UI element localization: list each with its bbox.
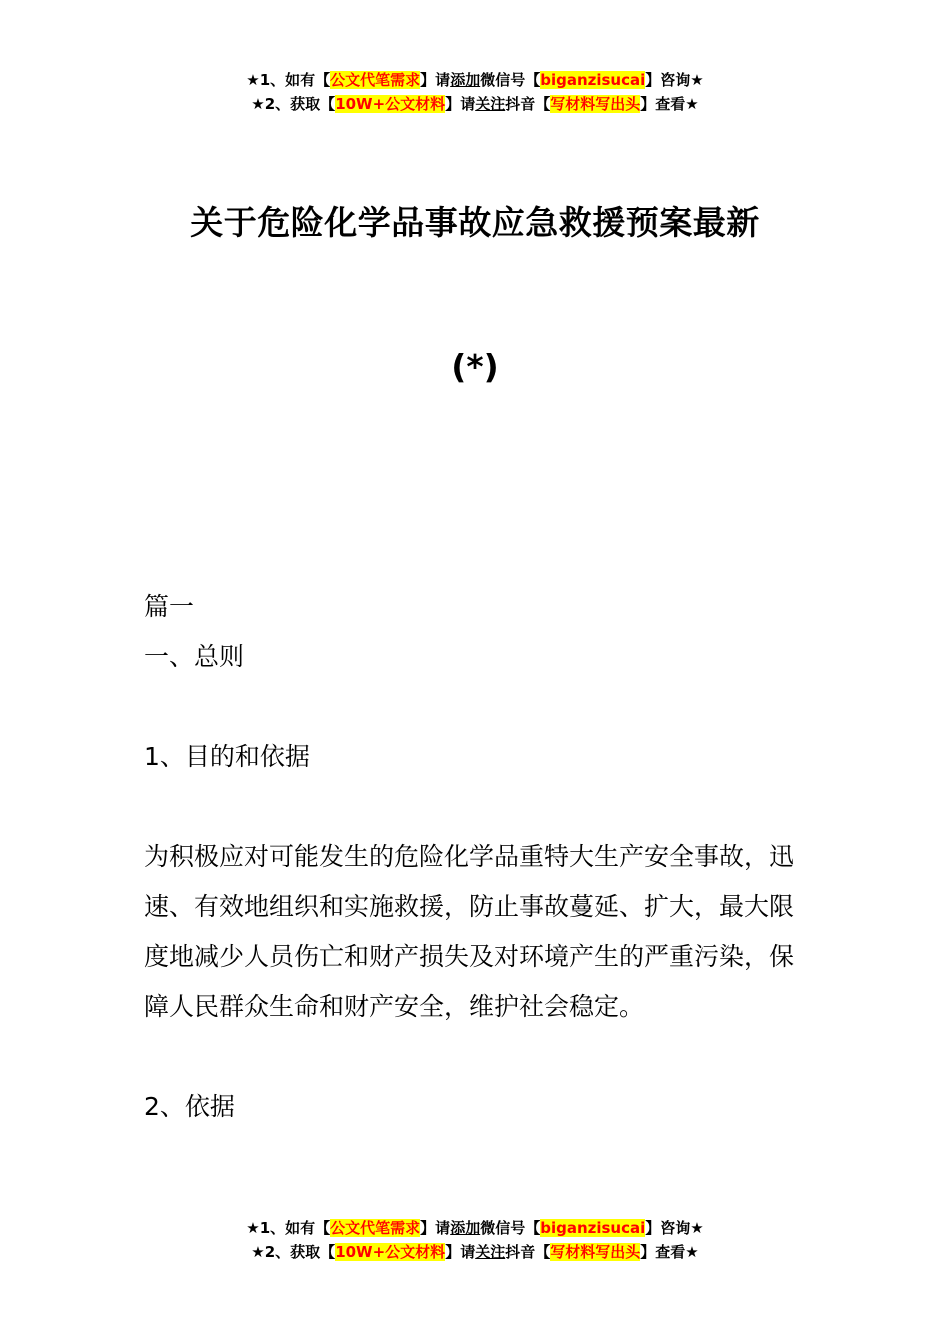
banner-text: ★1、如有【 — [246, 1219, 331, 1237]
spacer — [144, 782, 814, 832]
banner-text: ★2、获取【 — [251, 95, 336, 113]
banner-line-2 — [0, 1240, 950, 1264]
document-subtitle: (*) — [451, 347, 499, 386]
wechat-id-highlight: biganzisucai — [540, 1219, 646, 1237]
banner-line-2 — [0, 92, 950, 116]
footer-banner — [0, 1216, 950, 1264]
item-heading: 1、目的和依据 — [144, 742, 310, 771]
douyin-highlight: 写材料写出头 — [550, 95, 641, 113]
header-banner — [0, 68, 950, 116]
banner-line-1 — [0, 1216, 950, 1240]
banner-text: 】请 — [420, 1219, 451, 1237]
banner-text: 】查看★ — [640, 1243, 699, 1261]
document-title: 关于危险化学品事故应急救援预案最新 — [190, 203, 760, 242]
item-heading: 2、依据 — [144, 1092, 235, 1121]
section-heading: 一、总则 — [144, 642, 245, 671]
banner-text: 】请 — [420, 71, 451, 89]
body-paragraph: 为积极应对可能发生的危险化学品重特大生产安全事故，迅速、有效地组织和实施救援，防止事故蔓延、扩大，最大限度地减少人员伤亡和财产损失及对环境产生的严重污染，保障人民群众生命和财产安全，维护社会稳定。 — [144, 842, 795, 1021]
douyin-highlight: 写材料写出头 — [550, 1243, 641, 1261]
spacer — [144, 1032, 814, 1082]
banner-text: 微信号【 — [480, 71, 541, 89]
highlight-text: 10W+公文材料 — [335, 95, 446, 113]
document-body — [144, 582, 814, 1132]
highlight-text: 公文代笔需求 — [330, 71, 421, 89]
underlined-text: 关注 — [475, 1243, 506, 1261]
underlined-text: 添加 — [450, 1219, 481, 1237]
banner-text: 】请 — [445, 1243, 476, 1261]
underlined-text: 添加 — [450, 71, 481, 89]
banner-text: 微信号【 — [480, 1219, 541, 1237]
highlight-text: 10W+公文材料 — [335, 1243, 446, 1261]
wechat-id-highlight: biganzisucai — [540, 71, 646, 89]
banner-text: ★1、如有【 — [246, 71, 331, 89]
banner-text: ★2、获取【 — [251, 1243, 336, 1261]
banner-text: 】咨询★ — [645, 1219, 704, 1237]
banner-text: 】查看★ — [640, 95, 699, 113]
spacer — [144, 682, 814, 732]
banner-text: 】请 — [445, 95, 476, 113]
highlight-text: 公文代笔需求 — [330, 1219, 421, 1237]
banner-text: 抖音【 — [505, 1243, 551, 1261]
underlined-text: 关注 — [475, 95, 506, 113]
banner-line-1 — [0, 68, 950, 92]
banner-text: 抖音【 — [505, 95, 551, 113]
banner-text: 】咨询★ — [645, 71, 704, 89]
part-heading: 篇一 — [144, 592, 195, 621]
